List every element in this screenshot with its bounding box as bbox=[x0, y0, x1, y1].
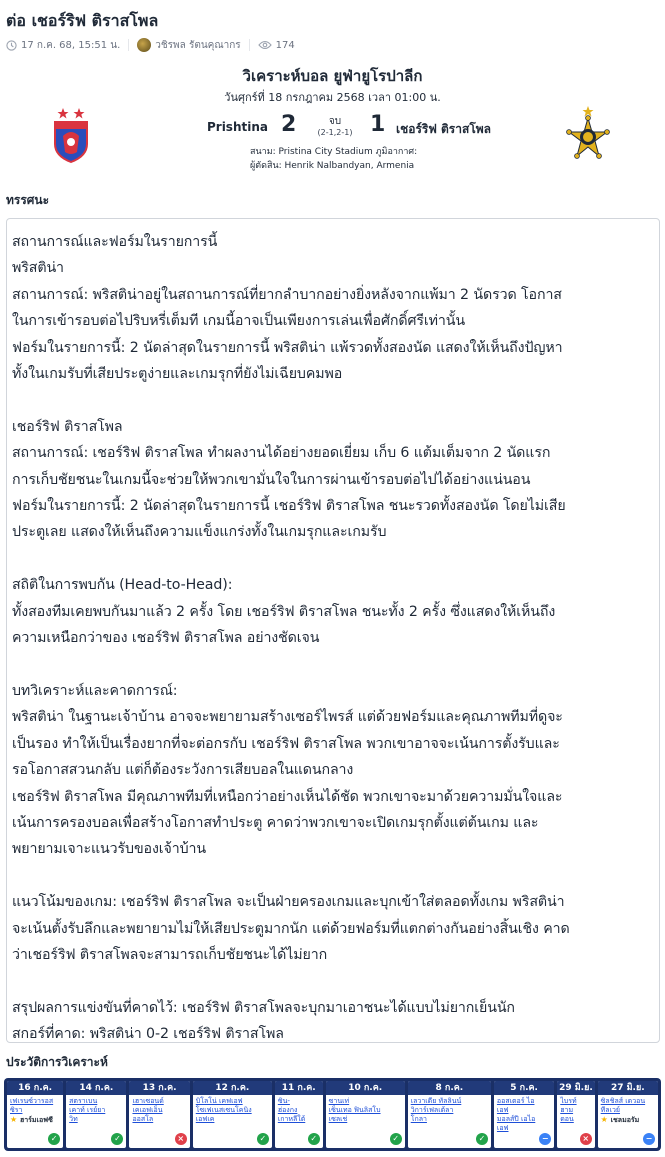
history-team-link[interactable]: บิโลโน่ เคฟเอฟ bbox=[195, 1097, 243, 1105]
post-date bbox=[6, 38, 120, 53]
history-pick-text: ฮาร์มเอฟซี bbox=[19, 1116, 53, 1124]
history-team-link[interactable]: เซลเช่ bbox=[328, 1115, 348, 1123]
history-team-link[interactable]: โซเฟเนสเซนโคนิง bbox=[195, 1106, 252, 1114]
history-team-link[interactable]: ออสเตอร์ ไอ bbox=[496, 1097, 535, 1105]
history-team-link[interactable]: ซิลชิลส์ เดวอน bbox=[600, 1097, 646, 1105]
home-score: 2 bbox=[281, 112, 297, 137]
history-team-link[interactable]: สตราเบน bbox=[69, 1097, 98, 1105]
history-team-link[interactable]: เลวาเดีย ทัลลินน์ bbox=[410, 1097, 462, 1105]
away-score: 1 bbox=[370, 112, 386, 137]
post-views bbox=[258, 40, 295, 51]
history-team-link[interactable]: โกลา bbox=[410, 1115, 427, 1123]
away-team-name[interactable]: เชอร์ริฟ ติราสโพล bbox=[396, 122, 492, 136]
history-team-link[interactable]: ดอน bbox=[560, 1115, 574, 1123]
post-meta bbox=[6, 37, 657, 53]
eye-icon bbox=[258, 40, 272, 50]
history-card[interactable] bbox=[193, 1081, 272, 1148]
history-team-link[interactable]: ซิรา bbox=[10, 1106, 23, 1114]
history-body bbox=[66, 1095, 126, 1126]
history-date: 14 ก.ค. bbox=[66, 1081, 126, 1095]
history-body bbox=[326, 1095, 405, 1126]
history-team-link[interactable]: วิการ์เฟลเต้ลา bbox=[410, 1106, 454, 1114]
cross-icon: × bbox=[175, 1133, 187, 1145]
post-date-text: 17 ก.ค. 68, 15:51 น. bbox=[21, 39, 121, 51]
history-body bbox=[129, 1095, 189, 1126]
history-team-link[interactable]: เกาหลีใต้ bbox=[277, 1115, 306, 1123]
history-team-link[interactable]: ฮ่องกง bbox=[277, 1106, 298, 1114]
check-icon: ✓ bbox=[111, 1133, 123, 1145]
history-team-link[interactable]: เอฟเค bbox=[195, 1115, 215, 1123]
author-name[interactable]: วชิรพล รัตนคุณากร bbox=[155, 39, 241, 51]
opinion-box bbox=[6, 218, 660, 1043]
history-card[interactable] bbox=[408, 1081, 491, 1148]
minus-icon: − bbox=[539, 1133, 551, 1145]
history-body bbox=[275, 1095, 323, 1126]
check-icon: ✓ bbox=[257, 1133, 269, 1145]
opinion-text: สถานการณ์และฟอร์มในรายการนี้ พริสติน่า สถานการณ์: พริสติน่าอยู่ในสถานการณ์ที่ยากลำบากอย่างยิ่งหลังจากแพ้มา 2 นัดรวด โอกาส ในการเข้ารอบต่อไปริบหรี่เต็มที เกมนี้อาจเป็นเพียงการเล่นเพื่อศักดิ์ศรีเท่านั้น ฟอร์มในรายการนี้: 2 นัดล่าสุดในรายการนี้ พริสติน่า แพ้รวดทั้งสองนัด แสดงให้เห็นถึงปัญหา ทั้งในเกมรับที่เสียประตูง่ายและเกมรุกที่ยังไม่เฉียบคมพอ เชอร์ริฟ ติราสโพล สถานการณ์: เชอร์ริฟ ติราสโพล ทำผลงานได้อย่างยอดเยี่ยม เก็บ 6 แต้มเต็มจาก 2 นัดแรก การเก็บชัยชนะในเกมนี้จะช่วยให้พวกเขามั่นใจในการผ่านเข้ารอบต่อไปได้อย่างแน่นอน ฟอร์มในรายการนี้: 2 นัดล่าสุดในรายการนี้ เชอร์ริฟ ติราสโพล ชนะรวดทั้งสองนัด โดยไม่เสีย ประตูเลย แสดงให้เห็นถึงความแข็งแกร่งทั้งในเกมรุกและเกมรับ สถิติในการพบกัน (Head-to-Head): ทั้งสองทีมเคยพบกันมาแล้ว 2 ครั้ง โดย เชอร์ริฟ ติราสโพล ชนะทั้ง 2 ครั้ง ซึ่งแสดงให้เห็นถึง ความเหนือกว่าของ เชอร์ริฟ ติราสโพล อย่างชัดเจน บทวิเคราะห์และคาดการณ์: พริสติน่า ในฐานะเจ้าบ้าน อาจจะพยายามสร้างเซอร์ไพรส์ แต่ด้วยฟอร์มและคุณภาพทีมที่ดูจะ เป็นรอง ทำให้เป็นเรื่องยากที่จะต่อกรกับ เชอร์ริฟ ติราสโพล พวกเขาอาจจะเน้นการตั้งรับและ รอโอกาสสวนกลับ แต่ก็ต้องระวังการเสียบอลในแดนกลาง เชอร์ริฟ ติราสโพล มีคุณภาพทีมที่เหนือกว่าอย่างเห็นได้ชัด พวกเขาจะมาด้วยความมั่นใจและ เน้นการครองบอลเพื่อสร้างโอกาสทำประตู คาดว่าพวกเขาจะเปิดเกมรุกตั้งแต่ต้นเกม และ พยายามเจาะแนวรับของเจ้าบ้าน แนวโน้มของเกม: เชอร์ริฟ ติราสโพล จะเป็นฝ่ายครองเกมและบุกเข้าใส่ตลอดทั้งเกม พริสติน่า จะเน้นตั้งรับลึกและพยายามไม่ให้เสียประตูมากนัก แต่ด้วยฟอร์มที่แตกต่างกันอย่างสิ้นเชิง คาด ว่าเชอร์ริฟ ติราสโพลจะสามารถเก็บชัยชนะได้ไม่ยาก สรุปผลการแข่งขันที่คาดไว้: เชอร์ริฟ ติราสโพลจะบุกมาเอาชนะได้แบบไม่ยากเย็นนัก สกอร์ที่คาด: พริสติน่า 0-2 เชอร์ริฟ ติราสโพล bbox=[12, 234, 570, 1043]
history-team-link[interactable]: ทีลเวย์ bbox=[600, 1106, 621, 1114]
history-team-link[interactable]: เฮาเซอนด์ bbox=[132, 1097, 164, 1105]
match-venue-info bbox=[250, 145, 417, 173]
post-author[interactable] bbox=[137, 38, 240, 53]
history-team-link[interactable]: เคาท์ เรย์ยา bbox=[69, 1106, 106, 1114]
history-team-link[interactable]: มอลส์ปี เอไอ bbox=[496, 1115, 536, 1123]
history-team-link[interactable]: ซานเท่ bbox=[328, 1097, 350, 1105]
analysis-history-strip bbox=[4, 1078, 661, 1151]
match-card bbox=[0, 60, 665, 180]
opinion-heading: ทรรศนะ bbox=[6, 193, 50, 207]
views-count: 174 bbox=[275, 39, 295, 51]
league-title: วิเคราะห์บอล ยูฟ่ายูโรปาลีก bbox=[242, 67, 423, 85]
history-date: 5 ก.ค. bbox=[494, 1081, 554, 1095]
history-team-link[interactable]: เฟเรนซ์วารอส bbox=[10, 1097, 54, 1105]
match-status: จบ bbox=[328, 116, 342, 127]
history-team-link[interactable]: ซิน- bbox=[277, 1097, 290, 1105]
history-team-link[interactable]: ออสโล bbox=[132, 1115, 154, 1123]
check-icon: ✓ bbox=[476, 1133, 488, 1145]
history-card[interactable] bbox=[66, 1081, 126, 1148]
history-date: 29 มิ.ย. bbox=[559, 1083, 593, 1093]
star-icon: ★ bbox=[10, 1115, 20, 1124]
history-pick bbox=[10, 1116, 53, 1124]
home-team-name[interactable]: Prishtina bbox=[206, 120, 268, 134]
history-team-link[interactable]: เอฟ bbox=[496, 1124, 509, 1132]
history-heading: ประวัติการวิเคราะห์ bbox=[6, 1055, 108, 1069]
minus-icon: − bbox=[643, 1133, 655, 1145]
post-title: ต่อ เชอร์ริฟ ติราสโพล bbox=[6, 11, 159, 30]
referee-text: ผู้ตัดสิน: Henrik Nalbandyan, Armenia bbox=[250, 161, 415, 171]
history-date: 13 ก.ค. bbox=[129, 1081, 189, 1095]
history-date: 16 ก.ค. bbox=[7, 1081, 63, 1095]
history-card[interactable] bbox=[7, 1081, 63, 1148]
check-icon: ✓ bbox=[390, 1133, 402, 1145]
history-card[interactable] bbox=[275, 1081, 323, 1148]
history-date: 11 ก.ค. bbox=[275, 1081, 323, 1095]
half-time-score: (2-1,2-1) bbox=[317, 128, 353, 137]
history-body bbox=[494, 1095, 554, 1135]
history-card[interactable] bbox=[557, 1081, 594, 1148]
avatar bbox=[137, 38, 151, 52]
history-pick bbox=[601, 1116, 640, 1124]
history-pick-text: เชลมอรัม bbox=[610, 1116, 640, 1124]
history-body bbox=[557, 1095, 594, 1126]
history-body bbox=[7, 1095, 63, 1127]
history-card[interactable] bbox=[326, 1081, 405, 1148]
history-card[interactable] bbox=[494, 1081, 554, 1148]
match-datetime: วันศุกร์ที่ 18 กรกฎาคม 2568 เวลา 01:00 น. bbox=[224, 91, 441, 104]
history-body bbox=[598, 1095, 658, 1127]
clock-icon bbox=[6, 40, 17, 51]
star-icon: ★ bbox=[600, 1115, 611, 1124]
history-team-link[interactable]: เอฟ bbox=[496, 1106, 509, 1114]
check-icon: ✓ bbox=[308, 1133, 320, 1145]
post-header bbox=[0, 0, 665, 53]
history-date: 10 ก.ค. bbox=[326, 1081, 405, 1095]
venue-text: สนาม: Pristina City Stadium ภูมิอากาศ: bbox=[250, 147, 418, 157]
history-card[interactable] bbox=[598, 1081, 658, 1148]
history-card[interactable] bbox=[129, 1081, 189, 1148]
history-date: 27 มิ.ย. bbox=[598, 1081, 658, 1095]
check-icon: ✓ bbox=[48, 1133, 60, 1145]
cross-icon: × bbox=[580, 1133, 592, 1145]
history-body bbox=[193, 1095, 272, 1126]
history-team-link[interactable]: เคเอฟเอ็น bbox=[132, 1106, 163, 1114]
history-team-link[interactable]: วิท bbox=[69, 1115, 78, 1123]
history-date: 8 ก.ค. bbox=[408, 1081, 491, 1095]
history-team-link[interactable]: เซ็นเทอ ฟินลิสโบ bbox=[328, 1106, 381, 1114]
divider bbox=[128, 39, 129, 51]
history-team-link[interactable]: ฮาม bbox=[560, 1106, 574, 1114]
history-date: 12 ก.ค. bbox=[193, 1081, 272, 1095]
history-team-link[interactable]: ไบรท์ bbox=[560, 1097, 577, 1105]
away-team-logo bbox=[565, 106, 611, 162]
divider bbox=[249, 39, 250, 51]
history-body bbox=[408, 1095, 491, 1126]
